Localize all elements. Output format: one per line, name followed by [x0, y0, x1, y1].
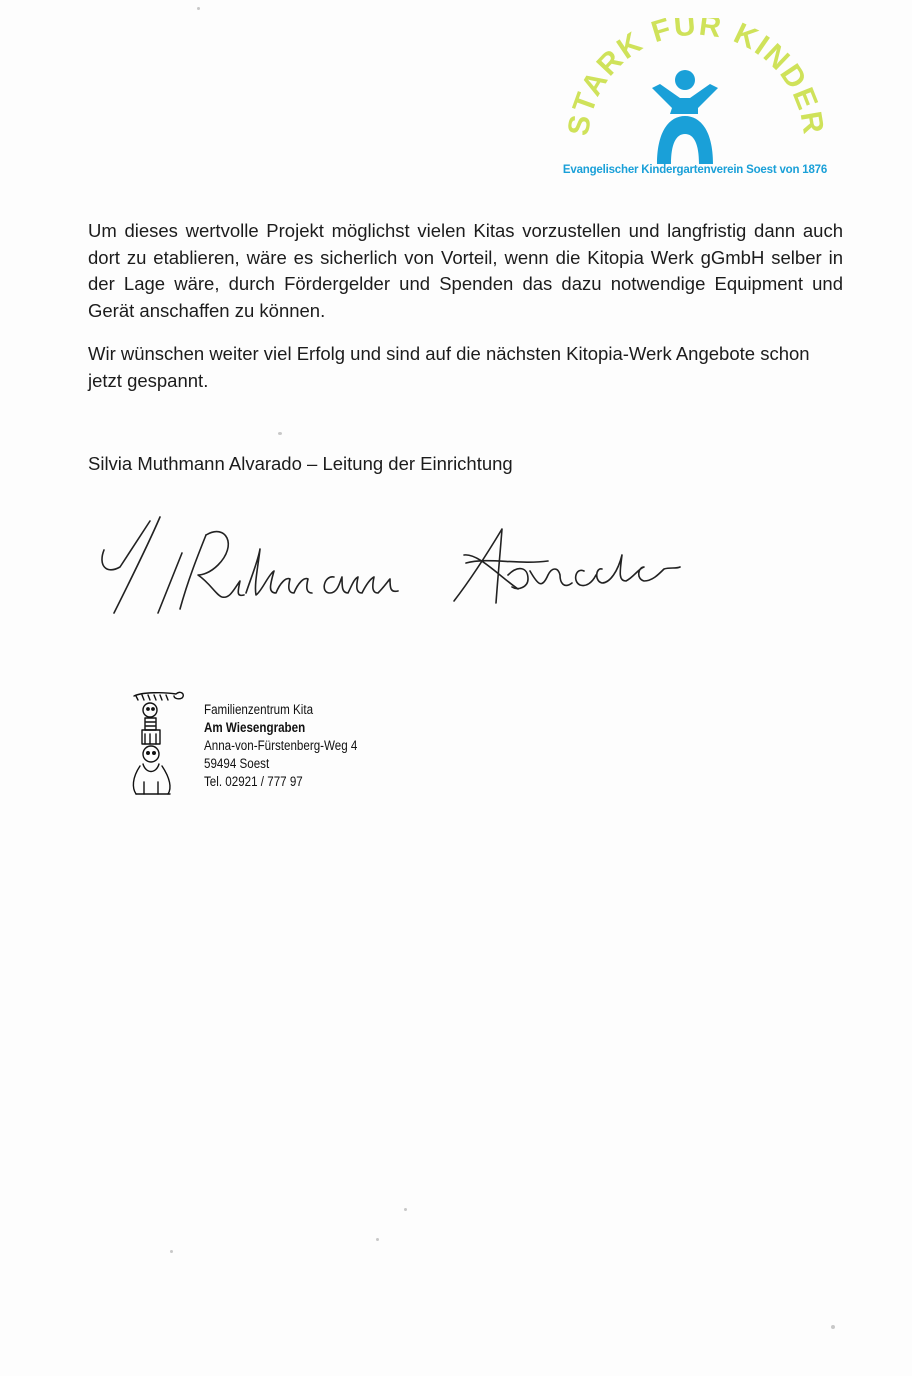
logo-graphic	[560, 18, 830, 168]
logo-arc-text: STARK FÜR KINDER	[561, 18, 830, 138]
body-paragraph: Wir wünschen weiter viel Erfolg und sind auf die nächsten Kitopia-Werk Angebote schon jetzt gespannt.	[88, 343, 810, 391]
stamp-line-phone: Tel. 02921 / 777 97	[204, 774, 303, 789]
organization-logo	[560, 18, 830, 188]
stamp-line-street: Anna-von-Fürstenberg-Weg 4	[204, 738, 358, 753]
handwritten-signature	[98, 505, 688, 620]
kita-stamp-figure-icon	[130, 688, 186, 798]
scan-speck	[376, 1238, 379, 1241]
scan-speck	[170, 1250, 173, 1253]
body-paragraph: Um dieses wertvolle Projekt möglichst vielen Kitas vorzustellen und langfristig dann auch dort zu etablieren, wäre es sicherlich von Vorteil, wenn die Kitopia Werk gGmbH selber in der Lage wäre, durch Fördergelder und Spenden das dazu notwendige Equipment und Gerät anschaffen zu können.	[88, 220, 843, 321]
scan-speck	[831, 1325, 835, 1329]
stamp-line-name: Familienzentrum Kita	[204, 702, 314, 717]
scan-speck	[197, 7, 200, 10]
scan-speck	[278, 432, 282, 435]
stamp-line-kita: Am Wiesengraben	[204, 720, 306, 735]
signer-name: Silvia Muthmann Alvarado – Leitung der Einrichtung	[88, 453, 513, 474]
stamp-line-city: 59494 Soest	[204, 756, 270, 771]
logo-subtitle: Evangelischer Kindergartenverein Soest von 1876	[562, 164, 828, 176]
scan-speck	[404, 1208, 407, 1211]
kita-address-stamp	[204, 701, 357, 791]
child-figure-icon	[652, 70, 718, 164]
